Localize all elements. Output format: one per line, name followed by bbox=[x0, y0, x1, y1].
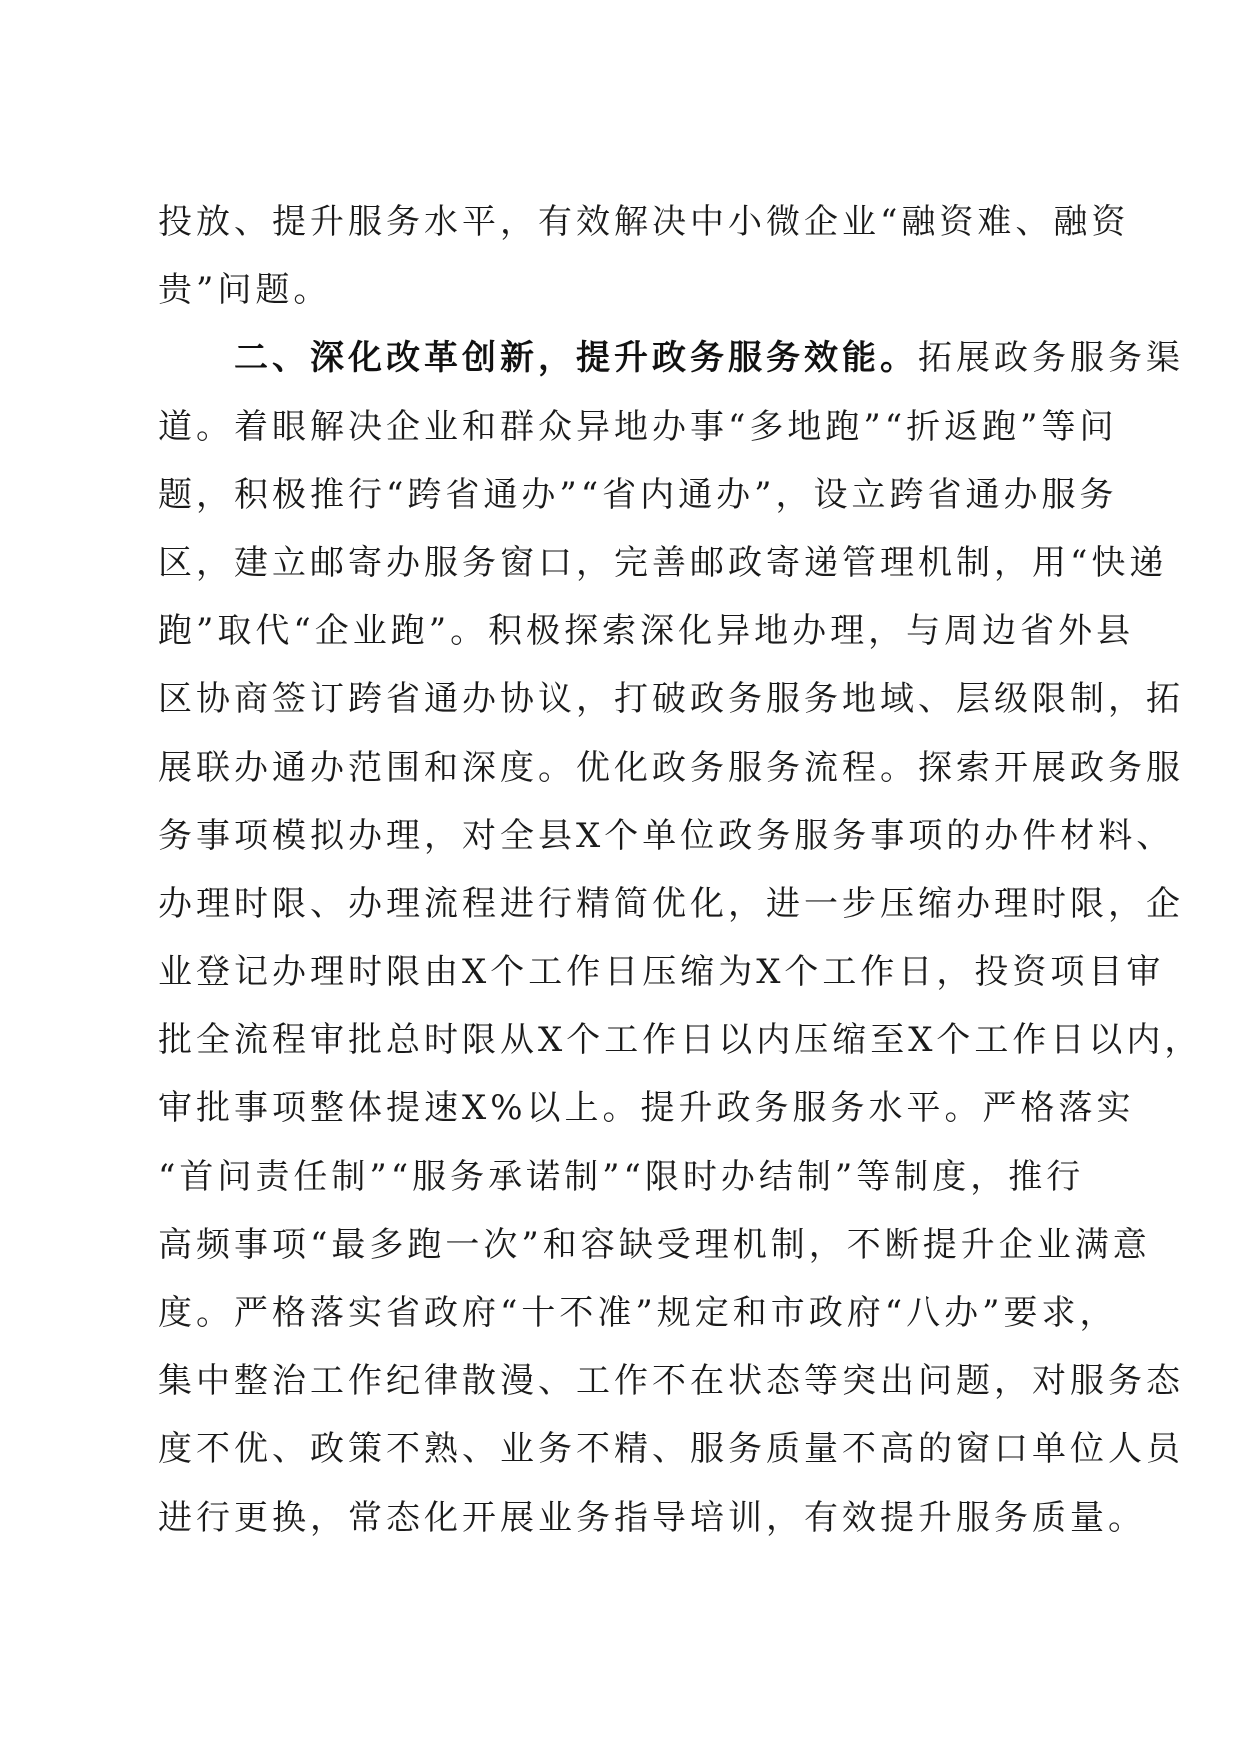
body-line: 区，建立邮寄办服务窗口，完善邮政寄递管理机制，用“快递 bbox=[158, 542, 1168, 583]
body-line: 度。严格落实省政府“十不准”规定和市政府“八办”要求， bbox=[158, 1293, 1118, 1333]
section-heading-tail: 拓展政务服务渠 bbox=[918, 338, 1184, 379]
body-line: 业登记办理时限由X个工作日压缩为X个工作日，投资项目审 bbox=[158, 952, 1165, 993]
body-line: 道。着眼解决企业和群众异地办事“多地跑”“折返跑”等问 bbox=[158, 406, 1118, 447]
body-line: 区协商签订跨省通办协议，打破政务服务地域、层级限制，拓 bbox=[158, 679, 1184, 720]
body-line: 高频事项“最多跑一次”和容缺受理机制，不断提升企业满意 bbox=[158, 1224, 1151, 1265]
body-line: 办理时限、办理流程进行精简优化，进一步压缩办理时限，企 bbox=[158, 883, 1184, 924]
body-line: 务事项模拟办理，对全县X个单位政务服务事项的办件材料、 bbox=[158, 815, 1175, 856]
body-line: 进行更换，常态化开展业务指导培训，有效提升服务质量。 bbox=[158, 1497, 1146, 1538]
document-body bbox=[158, 188, 1203, 1552]
body-line: 批全流程审批总时限从X个工作日以内压缩至X个工作日以内， bbox=[158, 1020, 1203, 1061]
body-line: 贵”问题。 bbox=[158, 270, 332, 311]
section-heading-line bbox=[158, 324, 1184, 392]
body-line: “首问责任制”“服务承诺制”“限时办结制”等制度，推行 bbox=[158, 1156, 1085, 1197]
section-heading: 二、深化改革创新，提升政务服务效能。 bbox=[234, 338, 918, 379]
body-line: 投放、提升服务水平，有效解决中小微企业“融资难、融资 bbox=[158, 202, 1130, 242]
body-line: 题，积极推行“跨省通办”“省内通办”，设立跨省通办服务 bbox=[158, 474, 1118, 515]
body-line: 集中整治工作纪律散漫、工作不在状态等突出问题，对服务态 bbox=[158, 1361, 1184, 1402]
body-line: 度不优、政策不熟、业务不精、服务质量不高的窗口单位人员 bbox=[158, 1429, 1184, 1470]
body-line: 跑”取代“企业跑”。积极探索深化异地办理，与周边省外县 bbox=[158, 611, 1135, 652]
body-line: 展联办通办范围和深度。优化政务服务流程。探索开展政务服 bbox=[158, 747, 1184, 788]
body-line: 审批事项整体提速X%以上。提升政务服务水平。严格落实 bbox=[158, 1088, 1135, 1129]
